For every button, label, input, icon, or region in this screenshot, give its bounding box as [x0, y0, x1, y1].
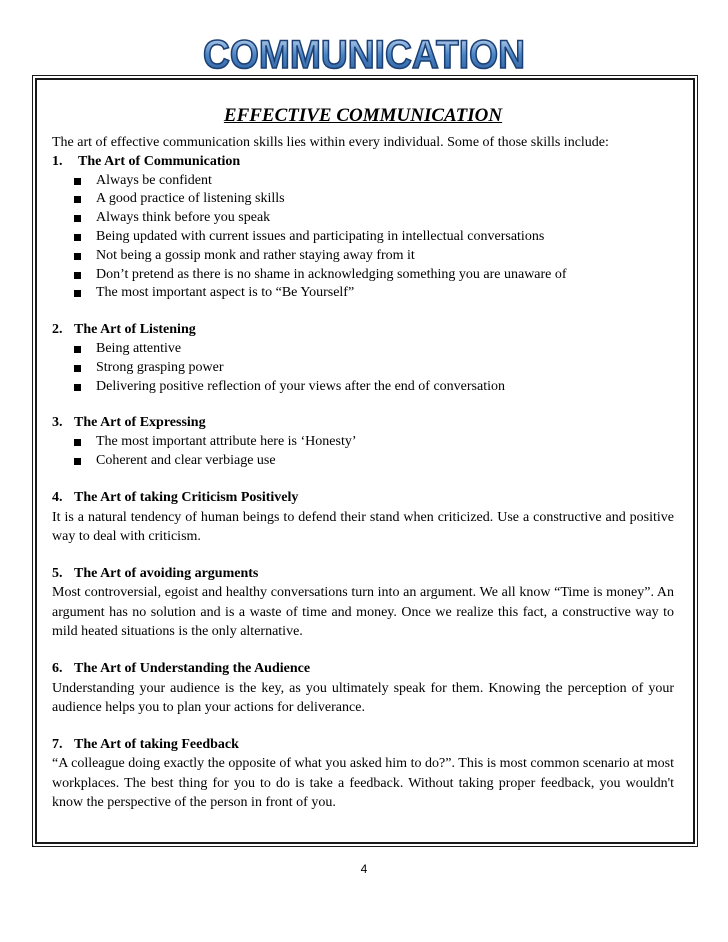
communication-logo — [0, 30, 728, 78]
square-bullet-icon — [74, 439, 81, 446]
bullet-list — [52, 172, 674, 304]
list-item: The most important attribute here is ‘Honesty’ — [52, 433, 674, 452]
section-body: “A colleague doing exactly the opposite of what you asked him to do?”. This is most common scenario at most workplaces. The best thing for you to do is take a feedback. Without taking proper feedback, you wouldn't know the perspective of the person in front of you. — [52, 756, 674, 811]
square-bullet-icon — [74, 290, 81, 297]
intro-text: The art of effective communication skills lies within every individual. Some of those skills include: — [52, 135, 609, 150]
logo-text: COMMUNICATION — [203, 33, 525, 77]
section-4 — [52, 489, 674, 547]
section-3 — [52, 414, 674, 470]
trailing-mark: . — [32, 836, 35, 850]
section-1 — [52, 153, 674, 303]
section-6 — [52, 660, 674, 718]
section-5 — [52, 565, 674, 642]
list-item: Always think before you speak — [52, 209, 674, 228]
list-item: Not being a gossip monk and rather staying away from it — [52, 247, 674, 266]
section-body: Understanding your audience is the key, as you ultimately speak for them. Knowing the perception of your audience helps you to plan your actions for deliverance. — [52, 680, 674, 716]
list-item: Delivering positive reflection of your views after the end of conversation — [52, 378, 674, 397]
list-item: The most important aspect is to “Be Yourself” — [52, 284, 674, 303]
list-item: Don’t pretend as there is no shame in acknowledging something you are unaware of — [52, 266, 674, 285]
section-2 — [52, 321, 674, 396]
section-heading: 7. The Art of taking Feedback — [52, 736, 239, 752]
list-item: Always be confident — [52, 172, 674, 191]
section-heading: 2. The Art of Listening — [52, 322, 196, 338]
list-item: Being updated with current issues and participating in intellectual conversations — [52, 228, 674, 247]
square-bullet-icon — [74, 215, 81, 222]
bullet-list — [52, 340, 674, 396]
section-body: Most controversial, egoist and healthy conversations turn into an argument. We all know “Time is money”. An argument has no solution and is a waste of time and money. Once we realize this fact, a constructive way to mild heated situations is the only alternative. — [52, 585, 674, 640]
list-item: Being attentive — [52, 340, 674, 359]
bullet-list — [52, 433, 674, 471]
square-bullet-icon — [74, 234, 81, 241]
section-heading: 3. The Art of Expressing — [52, 415, 206, 431]
list-item: A good practice of listening skills — [52, 190, 674, 209]
document-title: EFFECTIVE COMMUNICATION — [223, 105, 503, 126]
section-heading: 1. The Art of Communication — [52, 153, 241, 169]
square-bullet-icon — [74, 272, 81, 279]
list-item: Coherent and clear verbiage use — [52, 452, 674, 471]
square-bullet-icon — [74, 178, 81, 185]
document-body — [52, 104, 674, 813]
square-bullet-icon — [74, 458, 81, 465]
list-item: Strong grasping power — [52, 359, 674, 378]
section-body: It is a natural tendency of human beings to defend their stand when criticized. Use a constructive and positive way to deal with criticism. — [52, 509, 674, 545]
square-bullet-icon — [74, 384, 81, 391]
square-bullet-icon — [74, 365, 81, 372]
section-heading: 6. The Art of Understanding the Audience — [52, 660, 311, 676]
square-bullet-icon — [74, 346, 81, 353]
section-7 — [52, 736, 674, 813]
section-heading: 5. The Art of avoiding arguments — [52, 565, 259, 581]
page-number: 4 — [360, 862, 368, 876]
section-heading: 4. The Art of taking Criticism Positively — [52, 489, 299, 505]
square-bullet-icon — [74, 196, 81, 203]
square-bullet-icon — [74, 253, 81, 260]
